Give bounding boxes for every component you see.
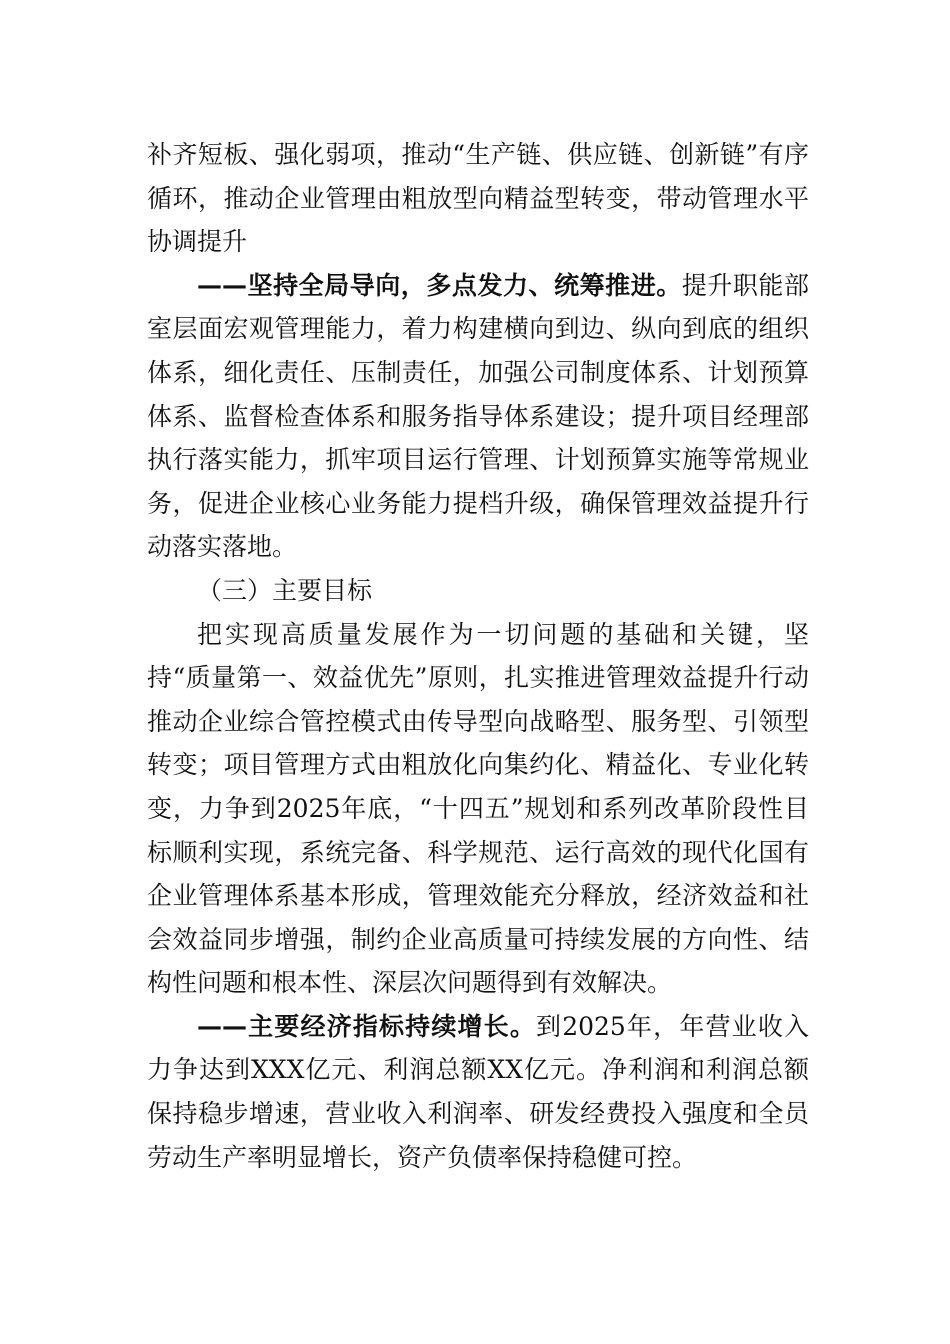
- paragraph-main-goals: [147, 613, 809, 1005]
- section-heading-main-goals: （三）主要目标: [197, 575, 373, 605]
- paragraph-text: 到2025年，年营业收入力争达到XXX亿元、利润总额XX亿元。净利润和利润总额保持稳步增速，营业收入利润率、研发经费投入强度和全员劳动生产率明显增长，资产负债率保持稳健可控。: [147, 1011, 809, 1172]
- paragraph-text: 补齐短板、强化弱项，推动“生产链、供应链、创新链”有序循环，推动企业管理由粗放型向精益型转变，带动管理水平协调提升: [147, 140, 809, 257]
- document-body: [147, 133, 809, 1179]
- paragraph-text: 提升职能部室层面宏观管理能力，着力构建横向到边、纵向到底的组织体系，细化责任、压制责任，加强公司制度体系、计划预算体系、监督检查体系和服务指导体系建设；提升项目经理部执行落实能力，抓牢项目运行管理、计划预算实施等常规业务，促进企业核心业务能力提档升级，确保管理效益提升行动落实落地。: [147, 270, 809, 562]
- paragraph-continuation: [147, 133, 809, 264]
- paragraph-economic-indicators: [147, 1005, 809, 1179]
- paragraph-text: 把实现高质量发展作为一切问题的基础和关键，坚持“质量第一、效益优先”原则，扎实推进管理效益提升行动推动企业综合管控模式由传导型向战略型、服务型、引领型转变；项目管理方式由粗放化向集约化、精益化、专业化转变，力争到2025年底，“十四五”规划和系列改革阶段性目标顺利实现，系统完备、科学规范、运行高效的现代化国有企业管理体系基本形成，管理效能充分释放，经济效益和社会效益同步增强，制约企业高质量可持续发展的方向性、结构性问题和根本性、深层次问题得到有效解决。: [147, 619, 809, 998]
- paragraph-overall-orientation: [147, 264, 809, 569]
- paragraph-lead-heading: ——坚持全局导向，多点发力、统筹推进。: [197, 270, 682, 300]
- paragraph-lead-heading: ——主要经济指标持续增长。: [197, 1011, 537, 1041]
